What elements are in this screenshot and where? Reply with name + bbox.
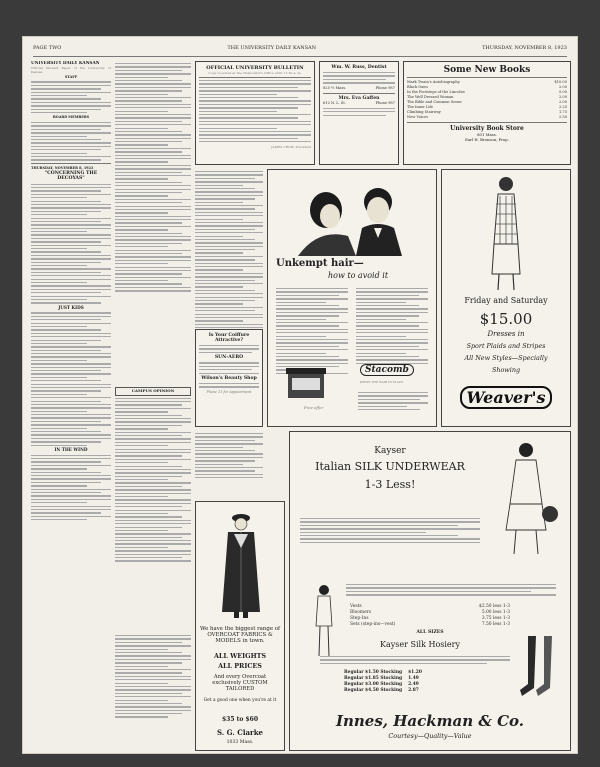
- books-title: Some New Books: [443, 65, 531, 75]
- news-text: [115, 63, 191, 291]
- weavers-line-dresses: Dresses in: [487, 330, 525, 338]
- editorial-text: [31, 184, 111, 304]
- kayser-title: Italian SILK UNDERWEAR: [315, 460, 465, 473]
- book-price: 2.50: [558, 115, 567, 119]
- stacomb-headline: Unkempt hair—: [276, 258, 364, 269]
- stocking-label: Regular $1.50 Stocking: [344, 670, 403, 675]
- beauty-shop-name: Wilson's Beauty Shop: [201, 375, 257, 381]
- weavers-logo: Weaver's: [460, 386, 552, 409]
- kayser-hosiery-title: Kayser Silk Hosiery: [380, 640, 460, 649]
- clarke-overcoat-ad: [195, 501, 285, 751]
- clarke-name: S. G. Clarke: [216, 728, 264, 737]
- gaffen-contact: [323, 101, 395, 106]
- jar-illustration: [282, 362, 332, 402]
- clarke-price-range: $35 to $60: [222, 716, 258, 723]
- book-title: New Voices: [407, 115, 429, 119]
- clarke-prices: ALL PRICES: [218, 662, 262, 670]
- just-kids-headline: JUST KIDS: [58, 304, 84, 310]
- dentist-name: Wm. W. Russ, Dentist: [331, 65, 387, 70]
- just-kids-text: [31, 312, 111, 446]
- kayser-underwear-ad: [289, 431, 571, 751]
- weavers-price: $15.00: [479, 310, 533, 328]
- book-price: 5.00: [558, 90, 567, 94]
- new-books-ad: [403, 61, 571, 165]
- campus-opinion-column: [115, 387, 191, 627]
- gaffen-name: Mrs. Eva Gaffen: [338, 95, 380, 101]
- editorial-column: [31, 61, 111, 751]
- book-title: The Bible and Common Sense: [407, 100, 462, 104]
- stacomb-ad: [267, 169, 437, 427]
- book-title: In the Footsteps of the Lincolns: [407, 90, 465, 94]
- nameplate-subtitle: Official Student Paper of the University of Kansas: [31, 65, 111, 75]
- book-price: 1.75: [558, 110, 567, 114]
- sun-aero-ad: [195, 329, 263, 427]
- stocking-price: $1.20: [408, 670, 422, 675]
- dentist-phone: Phone 987: [375, 85, 395, 90]
- stacomb-offer: Free offer: [304, 406, 324, 410]
- book-title: Climbing Stairway: [407, 110, 441, 114]
- board-label: BOARD MEMBERS: [52, 115, 90, 120]
- weavers-line-plaids: Sport Plaids and Stripes: [466, 342, 546, 350]
- clarke-custom: And every Overcoat exclusively CUSTOM TAILORED: [212, 674, 268, 692]
- stocking-price: 2.49: [408, 682, 419, 687]
- item-name: Bloomers: [350, 610, 372, 615]
- clarke-weights: ALL WEIGHTS: [213, 652, 267, 660]
- dentist-address: 825 ½ Mass.: [323, 85, 347, 90]
- beauty-shop-phone: Phone 11 for Appointment: [206, 389, 252, 394]
- item-price: 5.00 less 1-3: [481, 610, 510, 615]
- innes-hackman-logo: Innes, Hackman & Co.: [335, 712, 525, 730]
- news-column-3-lower: [195, 431, 263, 499]
- gaffen-text: [323, 108, 395, 116]
- issue-date: THURSDAY, NOVEMBER 8, 1923: [482, 45, 567, 51]
- campus-opinion-headline: CAMPUS OPINION: [115, 387, 191, 396]
- stacomb-coupon: [358, 390, 428, 412]
- weavers-days: Friday and Saturday: [464, 296, 548, 305]
- item-name: Step-Ins: [350, 616, 369, 621]
- bulletin-signature: JAMES CROW, President: [271, 144, 311, 149]
- bulletin-subtitle: Copy received at the Chancellor's Office until 11:30 a. m.: [208, 71, 302, 75]
- bookstore-address: 801 Mass.: [477, 132, 497, 137]
- news-text-lower: [115, 635, 191, 718]
- item-name: Vests: [350, 604, 362, 609]
- book-price: 2.25: [558, 105, 567, 109]
- sun-aero-brand: SUN-AERO: [214, 355, 244, 361]
- kayser-sizes: ALL SIZES: [416, 630, 444, 635]
- kayser-hosiery-text: [320, 654, 510, 666]
- staff-label: STAFF: [64, 74, 78, 79]
- paper-name: THE UNIVERSITY DAILY KANSAN: [227, 45, 316, 51]
- gaffen-phone: Phone 987: [375, 100, 395, 105]
- clarke-tagline: Get a good one when you're at it: [203, 698, 277, 703]
- underwear-price-row: [350, 622, 510, 628]
- stocking-price-row: [314, 688, 494, 694]
- official-bulletin: [195, 61, 315, 165]
- column-3-lower-lines: [195, 433, 263, 478]
- stacomb-brand-sub: KEEPS THE HAIR IN PLACE: [360, 380, 404, 384]
- bookstore-proprietor: Earl H. Bronson, Prop.: [465, 137, 509, 142]
- page-number: PAGE TWO: [33, 45, 62, 51]
- beauty-shop-text: [199, 383, 259, 388]
- stocking-price: 1.49: [408, 676, 419, 681]
- book-price: $10.00: [554, 80, 567, 84]
- book-title: The Well Dressed Woman: [407, 95, 454, 99]
- newspaper-page: [22, 36, 578, 754]
- dentist-contact: [323, 86, 395, 91]
- books-list: [407, 80, 567, 120]
- news-column: [115, 61, 191, 371]
- sun-aero-text-2: [199, 362, 259, 373]
- innes-hackman-motto: Courtesy—Quality—Value: [388, 732, 472, 740]
- board-list: [31, 122, 111, 161]
- gaffen-address: 612 N. L. St.: [323, 100, 346, 105]
- bulletin-text: [199, 80, 311, 142]
- item-name: Sets (step-ins—vest): [350, 622, 396, 627]
- weavers-line-showing: Showing: [491, 366, 521, 374]
- item-price: 7.50 less 1-3: [481, 622, 510, 627]
- kayser-offer-text: [346, 582, 556, 598]
- editorial-date: THURSDAY, NOVEMBER 8, 1923: [31, 165, 94, 170]
- dentist-text: [323, 72, 395, 83]
- woman-underwear-illustration: [486, 438, 566, 558]
- stacomb-text-right: [356, 286, 428, 366]
- masthead: [33, 45, 567, 57]
- bookstore-name: University Book Store: [450, 125, 524, 132]
- book-title: The Inner Life: [407, 105, 434, 109]
- editorial-headline: "CONCERNING THE DECOYAS": [44, 171, 98, 181]
- stocking-price: 2.87: [408, 688, 419, 693]
- item-price: 3.75 less 1-3: [481, 616, 510, 621]
- weavers-ad: [441, 169, 571, 427]
- book-row: [407, 115, 567, 120]
- clarke-address: 1033 Mass.: [226, 740, 254, 745]
- sun-aero-headline: Is Your Coiffure Attractive?: [208, 333, 250, 343]
- book-title: Black Oxen: [407, 85, 428, 89]
- kayser-discount: 1-3 Less!: [364, 478, 416, 491]
- stockings-illustration: [514, 632, 564, 702]
- dress-figure-illustration: [486, 174, 526, 292]
- in-the-wind-text: [31, 455, 111, 521]
- stocking-label: Regular $4.50 Stocking: [344, 688, 403, 693]
- book-price: 2.00: [558, 85, 567, 89]
- kayser-price-list: [350, 604, 510, 628]
- couple-illustration: [278, 176, 428, 256]
- staff-list: [31, 81, 111, 113]
- book-title: Mark Twain's Autobiography: [407, 80, 460, 84]
- bulletin-title: OFFICIAL UNIVERSITY BULLETIN: [206, 65, 304, 71]
- clarke-headline: We have the biggest range of OVERCOAT FABRICS & MODELS in town.: [200, 626, 280, 644]
- sun-aero-text: [199, 345, 259, 353]
- book-price: 2.00: [558, 95, 567, 99]
- in-the-wind-headline: IN THE WIND: [54, 447, 88, 452]
- campus-opinion-text: [115, 398, 191, 562]
- news-column-lower: [115, 633, 191, 751]
- kayser-stockings-list: [314, 670, 494, 694]
- dentist-ad: [319, 61, 399, 165]
- item-price: $2.50 less 1-3: [479, 604, 510, 609]
- overcoat-man-illustration: [214, 508, 268, 620]
- stacomb-tagline: how to avoid it: [328, 271, 389, 280]
- book-price: 2.00: [558, 100, 567, 104]
- stacomb-brand: Stacomb: [360, 364, 414, 376]
- stocking-label: Regular $1.85 Stocking: [344, 676, 403, 681]
- weavers-line-styles: All New Styles—Specially: [464, 354, 548, 362]
- nameplate: UNIVERSITY DAILY KANSAN: [31, 61, 100, 65]
- kayser-text: [300, 516, 480, 545]
- kayser-brand: Kayser: [374, 446, 406, 456]
- stocking-label: Regular $3.00 Stocking: [344, 682, 403, 687]
